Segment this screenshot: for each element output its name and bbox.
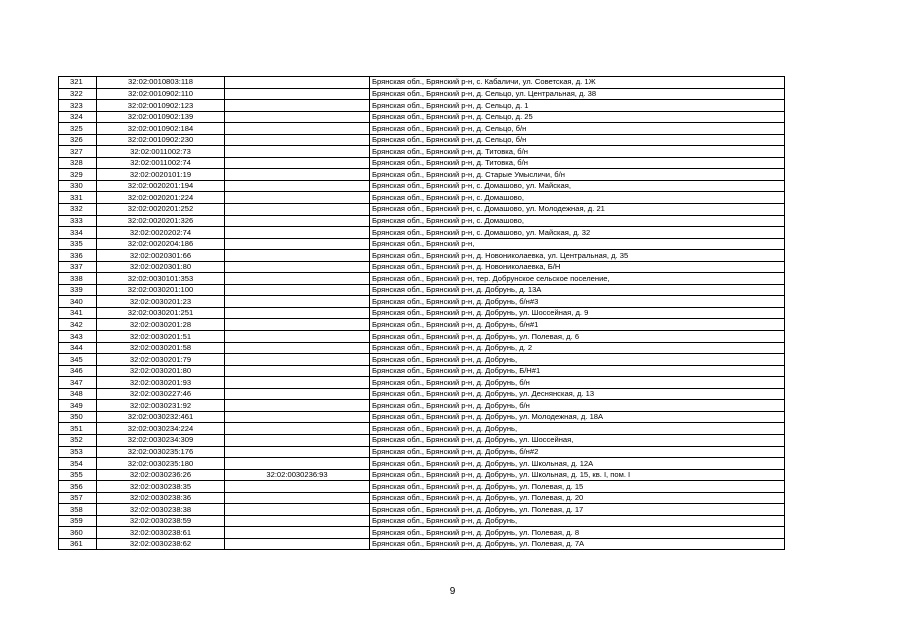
address-cell: Брянская обл., Брянский р-н, с. Домашово,: [370, 215, 785, 227]
related-cadastral-number-cell: [225, 88, 370, 100]
related-cadastral-number-cell: [225, 481, 370, 493]
address-cell: Брянская обл., Брянский р-н, д. Титовка, б/н: [370, 146, 785, 158]
address-cell: Брянская обл., Брянский р-н, с. Домашово, ул. Майская, д. 32: [370, 227, 785, 239]
row-number-cell: 345: [59, 354, 97, 366]
related-cadastral-number-cell: [225, 446, 370, 458]
related-cadastral-number-cell: [225, 123, 370, 135]
row-number-cell: 325: [59, 123, 97, 135]
cadastral-number-cell: 32:02:0020201:326: [97, 215, 225, 227]
row-number-cell: 338: [59, 273, 97, 285]
cadastral-number-cell: 32:02:0030201:100: [97, 284, 225, 296]
cadastral-number-cell: 32:02:0030238:62: [97, 538, 225, 550]
address-cell: Брянская обл., Брянский р-н, д. Добрунь, ул. Школьная, д. 15, кв. I, пом. I: [370, 469, 785, 481]
related-cadastral-number-cell: [225, 273, 370, 285]
row-number-cell: 335: [59, 238, 97, 250]
table-row: [59, 411, 785, 423]
cadastral-number-cell: 32:02:0010902:139: [97, 111, 225, 123]
address-cell: Брянская обл., Брянский р-н, д. Сельцо, б/н: [370, 134, 785, 146]
cadastral-number-cell: 32:02:0030227:46: [97, 388, 225, 400]
related-cadastral-number-cell: [225, 169, 370, 181]
related-cadastral-number-cell: [225, 515, 370, 527]
related-cadastral-number-cell: [225, 238, 370, 250]
row-number-cell: 347: [59, 377, 97, 389]
cadastral-number-cell: 32:02:0020204:186: [97, 238, 225, 250]
address-cell: Брянская обл., Брянский р-н, с. Домашово,: [370, 192, 785, 204]
address-cell: Брянская обл., Брянский р-н, д. Добрунь, ул. Полевая, д. 15: [370, 481, 785, 493]
related-cadastral-number-cell: 32:02:0030236:93: [225, 469, 370, 481]
address-cell: Брянская обл., Брянский р-н, д. Добрунь, ул. Деснянская, д. 13: [370, 388, 785, 400]
row-number-cell: 340: [59, 296, 97, 308]
row-number-cell: 326: [59, 134, 97, 146]
cadastral-number-cell: 32:02:0030234:224: [97, 423, 225, 435]
page-number: 9: [449, 586, 456, 597]
row-number-cell: 324: [59, 111, 97, 123]
cadastral-number-cell: 32:02:0010902:184: [97, 123, 225, 135]
related-cadastral-number-cell: [225, 365, 370, 377]
table-row: [59, 123, 785, 135]
address-cell: Брянская обл., Брянский р-н, д. Добрунь, д. 13А: [370, 284, 785, 296]
row-number-cell: 336: [59, 250, 97, 262]
cadastral-number-cell: 32:02:0030201:79: [97, 354, 225, 366]
cadastral-number-cell: 32:02:0030235:180: [97, 458, 225, 470]
address-cell: Брянская обл., Брянский р-н, тер. Добрунское сельское поселение,: [370, 273, 785, 285]
table-row: [59, 134, 785, 146]
address-cell: Брянская обл., Брянский р-н, д. Добрунь,: [370, 423, 785, 435]
address-cell: Брянская обл., Брянский р-н, д. Добрунь, б/н: [370, 400, 785, 412]
table-row: [59, 261, 785, 273]
cadastral-number-cell: 32:02:0030238:36: [97, 492, 225, 504]
row-number-cell: 341: [59, 307, 97, 319]
row-number-cell: 327: [59, 146, 97, 158]
table-row: [59, 157, 785, 169]
related-cadastral-number-cell: [225, 100, 370, 112]
table-row: [59, 365, 785, 377]
table-row: [59, 331, 785, 343]
table-row: [59, 504, 785, 516]
table-row: [59, 446, 785, 458]
row-number-cell: 333: [59, 215, 97, 227]
row-number-cell: 359: [59, 515, 97, 527]
row-number-cell: 337: [59, 261, 97, 273]
address-cell: Брянская обл., Брянский р-н, д. Добрунь, ул. Полевая, д. 7А: [370, 538, 785, 550]
row-number-cell: 351: [59, 423, 97, 435]
cadastral-number-cell: 32:02:0030238:61: [97, 527, 225, 539]
table-row: [59, 146, 785, 158]
address-cell: Брянская обл., Брянский р-н, д. Новониколаевка, Б/Н: [370, 261, 785, 273]
table-row: [59, 180, 785, 192]
cadastral-number-cell: 32:02:0030201:251: [97, 307, 225, 319]
table-row: [59, 377, 785, 389]
table-row: [59, 354, 785, 366]
row-number-cell: 350: [59, 411, 97, 423]
cadastral-number-cell: 32:02:0030201:93: [97, 377, 225, 389]
cadastral-number-cell: 32:02:0030238:35: [97, 481, 225, 493]
related-cadastral-number-cell: [225, 354, 370, 366]
table-row: [59, 469, 785, 481]
address-cell: Брянская обл., Брянский р-н, д. Титовка, б/н: [370, 157, 785, 169]
related-cadastral-number-cell: [225, 388, 370, 400]
row-number-cell: 354: [59, 458, 97, 470]
row-number-cell: 357: [59, 492, 97, 504]
address-cell: Брянская обл., Брянский р-н, д. Добрунь, ул. Шоссейная, д. 9: [370, 307, 785, 319]
row-number-cell: 332: [59, 204, 97, 216]
cadastral-number-cell: 32:02:0010902:230: [97, 134, 225, 146]
row-number-cell: 343: [59, 331, 97, 343]
related-cadastral-number-cell: [225, 215, 370, 227]
table-row: [59, 400, 785, 412]
cadastral-number-cell: 32:02:0030238:38: [97, 504, 225, 516]
cadastral-number-cell: 32:02:0020201:194: [97, 180, 225, 192]
row-number-cell: 334: [59, 227, 97, 239]
cadastral-number-cell: 32:02:0030232:461: [97, 411, 225, 423]
related-cadastral-number-cell: [225, 434, 370, 446]
row-number-cell: 353: [59, 446, 97, 458]
table-row: [59, 388, 785, 400]
related-cadastral-number-cell: [225, 284, 370, 296]
related-cadastral-number-cell: [225, 319, 370, 331]
table-row: [59, 515, 785, 527]
row-number-cell: 348: [59, 388, 97, 400]
table-row: [59, 227, 785, 239]
related-cadastral-number-cell: [225, 146, 370, 158]
related-cadastral-number-cell: [225, 296, 370, 308]
address-cell: Брянская обл., Брянский р-н, д. Старые Умысличи, б/н: [370, 169, 785, 181]
cadastral-number-cell: 32:02:0030201:28: [97, 319, 225, 331]
address-cell: Брянская обл., Брянский р-н, д. Новониколаевка, ул. Центральная, д. 35: [370, 250, 785, 262]
table-row: [59, 434, 785, 446]
cadastral-number-cell: 32:02:0030235:176: [97, 446, 225, 458]
address-cell: Брянская обл., Брянский р-н, д. Сельцо, д. 1: [370, 100, 785, 112]
address-cell: Брянская обл., Брянский р-н, д. Сельцо, б/н: [370, 123, 785, 135]
row-number-cell: 356: [59, 481, 97, 493]
related-cadastral-number-cell: [225, 331, 370, 343]
table-row: [59, 492, 785, 504]
cadastral-number-cell: 32:02:0020202:74: [97, 227, 225, 239]
address-cell: Брянская обл., Брянский р-н,: [370, 238, 785, 250]
address-cell: Брянская обл., Брянский р-н, с. Домашово, ул. Молодежная, д. 21: [370, 204, 785, 216]
cadastral-number-cell: 32:02:0030101:353: [97, 273, 225, 285]
table-row: [59, 458, 785, 470]
address-cell: Брянская обл., Брянский р-н, д. Добрунь, ул. Полевая, д. 20: [370, 492, 785, 504]
row-number-cell: 331: [59, 192, 97, 204]
row-number-cell: 339: [59, 284, 97, 296]
related-cadastral-number-cell: [225, 307, 370, 319]
row-number-cell: 323: [59, 100, 97, 112]
row-number-cell: 321: [59, 77, 97, 89]
table-row: [59, 307, 785, 319]
row-number-cell: 342: [59, 319, 97, 331]
related-cadastral-number-cell: [225, 227, 370, 239]
row-number-cell: 358: [59, 504, 97, 516]
table-row: [59, 423, 785, 435]
table-row: [59, 284, 785, 296]
table-row: [59, 250, 785, 262]
cadastral-number-cell: 32:02:0030201:51: [97, 331, 225, 343]
address-cell: Брянская обл., Брянский р-н, с. Домашово, ул. Майская,: [370, 180, 785, 192]
row-number-cell: 344: [59, 342, 97, 354]
related-cadastral-number-cell: [225, 180, 370, 192]
related-cadastral-number-cell: [225, 342, 370, 354]
address-cell: Брянская обл., Брянский р-н, д. Добрунь, ул. Полевая, д. 8: [370, 527, 785, 539]
address-cell: Брянская обл., Брянский р-н, д. Добрунь, б/н#2: [370, 446, 785, 458]
address-cell: Брянская обл., Брянский р-н, д. Сельцо, д. 25: [370, 111, 785, 123]
related-cadastral-number-cell: [225, 157, 370, 169]
address-cell: Брянская обл., Брянский р-н, д. Добрунь, б/н: [370, 377, 785, 389]
row-number-cell: 355: [59, 469, 97, 481]
table-row: [59, 481, 785, 493]
related-cadastral-number-cell: [225, 377, 370, 389]
cadastral-number-cell: 32:02:0020101:19: [97, 169, 225, 181]
table-row: [59, 100, 785, 112]
related-cadastral-number-cell: [225, 492, 370, 504]
related-cadastral-number-cell: [225, 192, 370, 204]
address-cell: Брянская обл., Брянский р-н, д. Добрунь, Б/Н#1: [370, 365, 785, 377]
address-cell: Брянская обл., Брянский р-н, д. Добрунь, б/н#1: [370, 319, 785, 331]
cadastral-number-cell: 32:02:0030201:23: [97, 296, 225, 308]
related-cadastral-number-cell: [225, 204, 370, 216]
cadastral-number-cell: 32:02:0011002:74: [97, 157, 225, 169]
row-number-cell: 329: [59, 169, 97, 181]
table-row: [59, 296, 785, 308]
related-cadastral-number-cell: [225, 134, 370, 146]
row-number-cell: 346: [59, 365, 97, 377]
table-row: [59, 342, 785, 354]
table-row: [59, 111, 785, 123]
registry-table-body: [59, 77, 785, 550]
address-cell: Брянская обл., Брянский р-н, с. Кабаличи, ул. Советская, д. 1Ж: [370, 77, 785, 89]
row-number-cell: 352: [59, 434, 97, 446]
cadastral-number-cell: 32:02:0020201:252: [97, 204, 225, 216]
address-cell: Брянская обл., Брянский р-н, д. Сельцо, ул. Центральная, д. 38: [370, 88, 785, 100]
cadastral-number-cell: 32:02:0020201:224: [97, 192, 225, 204]
related-cadastral-number-cell: [225, 400, 370, 412]
row-number-cell: 322: [59, 88, 97, 100]
table-row: [59, 204, 785, 216]
related-cadastral-number-cell: [225, 504, 370, 516]
related-cadastral-number-cell: [225, 77, 370, 89]
cadastral-number-cell: 32:02:0010902:110: [97, 88, 225, 100]
table-row: [59, 273, 785, 285]
cadastral-number-cell: 32:02:0010803:118: [97, 77, 225, 89]
related-cadastral-number-cell: [225, 411, 370, 423]
related-cadastral-number-cell: [225, 111, 370, 123]
property-registry-table: [58, 76, 785, 550]
related-cadastral-number-cell: [225, 423, 370, 435]
related-cadastral-number-cell: [225, 538, 370, 550]
table-row: [59, 77, 785, 89]
cadastral-number-cell: 32:02:0030236:26: [97, 469, 225, 481]
row-number-cell: 330: [59, 180, 97, 192]
related-cadastral-number-cell: [225, 458, 370, 470]
address-cell: Брянская обл., Брянский р-н, д. Добрунь,: [370, 354, 785, 366]
table-row: [59, 169, 785, 181]
address-cell: Брянская обл., Брянский р-н, д. Добрунь, ул. Шоссейная,: [370, 434, 785, 446]
table-row: [59, 319, 785, 331]
address-cell: Брянская обл., Брянский р-н, д. Добрунь, ул. Полевая, д. 17: [370, 504, 785, 516]
cadastral-number-cell: 32:02:0030231:92: [97, 400, 225, 412]
related-cadastral-number-cell: [225, 250, 370, 262]
cadastral-number-cell: 32:02:0020301:66: [97, 250, 225, 262]
cadastral-number-cell: 32:02:0020301:80: [97, 261, 225, 273]
table-row: [59, 538, 785, 550]
table-row: [59, 215, 785, 227]
row-number-cell: 360: [59, 527, 97, 539]
address-cell: Брянская обл., Брянский р-н, д. Добрунь, д. 2: [370, 342, 785, 354]
table-row: [59, 238, 785, 250]
cadastral-number-cell: 32:02:0010902:123: [97, 100, 225, 112]
address-cell: Брянская обл., Брянский р-н, д. Добрунь,: [370, 515, 785, 527]
cadastral-number-cell: 32:02:0030201:58: [97, 342, 225, 354]
cadastral-number-cell: 32:02:0030234:309: [97, 434, 225, 446]
related-cadastral-number-cell: [225, 261, 370, 273]
cadastral-number-cell: 32:02:0030201:80: [97, 365, 225, 377]
related-cadastral-number-cell: [225, 527, 370, 539]
row-number-cell: 349: [59, 400, 97, 412]
cadastral-number-cell: 32:02:0011002:73: [97, 146, 225, 158]
row-number-cell: 328: [59, 157, 97, 169]
address-cell: Брянская обл., Брянский р-н, д. Добрунь, ул. Молодежная, д. 18А: [370, 411, 785, 423]
table-row: [59, 527, 785, 539]
table-row: [59, 192, 785, 204]
table-row: [59, 88, 785, 100]
address-cell: Брянская обл., Брянский р-н, д. Добрунь, б/н#3: [370, 296, 785, 308]
address-cell: Брянская обл., Брянский р-н, д. Добрунь, ул. Школьная, д. 12А: [370, 458, 785, 470]
row-number-cell: 361: [59, 538, 97, 550]
cadastral-number-cell: 32:02:0030238:59: [97, 515, 225, 527]
address-cell: Брянская обл., Брянский р-н, д. Добрунь, ул. Полевая, д. 6: [370, 331, 785, 343]
